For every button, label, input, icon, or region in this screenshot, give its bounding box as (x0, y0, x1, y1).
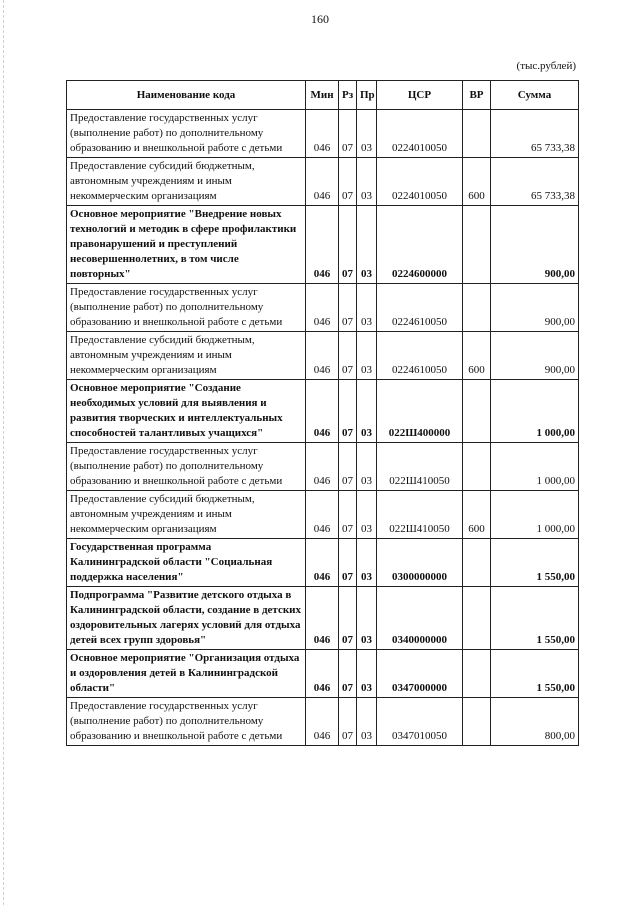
row-pr-cell: 03 (357, 380, 377, 443)
row-min-cell: 046 (306, 380, 339, 443)
row-name-cell: Основное мероприятие "Создание необходимых условий для выявления и развития творческих и интеллектуальных способностей талантливых учащихся" (67, 380, 306, 443)
row-csr-cell: 0340000000 (377, 587, 463, 650)
row-vr-cell (463, 380, 491, 443)
row-min-cell: 046 (306, 650, 339, 698)
row-min-cell: 046 (306, 587, 339, 650)
row-min-cell: 046 (306, 698, 339, 746)
header-rz: Рз (339, 81, 357, 110)
header-vr: ВР (463, 81, 491, 110)
header-min: Мин (306, 81, 339, 110)
header-csr: ЦСР (377, 81, 463, 110)
row-vr-cell: 600 (463, 332, 491, 380)
table-row (67, 206, 579, 284)
row-csr-cell: 022Ш400000 (377, 380, 463, 443)
row-csr-cell: 0224600000 (377, 206, 463, 284)
row-rz-cell: 07 (339, 110, 357, 158)
row-min-cell: 046 (306, 158, 339, 206)
row-name-cell: Основное мероприятие "Внедрение новых технологий и методик в сфере профилактики правонарушений и преступлений несовершеннолетних, в том числе повторных" (67, 206, 306, 284)
row-sum-cell: 1 550,00 (491, 539, 579, 587)
table-row (67, 158, 579, 206)
table-row (67, 110, 579, 158)
row-rz-cell: 07 (339, 539, 357, 587)
row-name-cell: Предоставление государственных услуг (выполнение работ) по дополнительному образованию и внешкольной работе с детьми (67, 284, 306, 332)
row-vr-cell: 600 (463, 491, 491, 539)
row-sum-cell: 1 550,00 (491, 587, 579, 650)
row-pr-cell: 03 (357, 491, 377, 539)
row-csr-cell: 0300000000 (377, 539, 463, 587)
scan-margin-line (3, 0, 5, 905)
row-vr-cell (463, 206, 491, 284)
row-rz-cell: 07 (339, 491, 357, 539)
row-name-cell: Основное мероприятие "Организация отдыха и оздоровления детей в Калининградской области" (67, 650, 306, 698)
row-pr-cell: 03 (357, 443, 377, 491)
row-min-cell: 046 (306, 491, 339, 539)
row-name-cell: Предоставление государственных услуг (выполнение работ) по дополнительному образованию и внешкольной работе с детьми (67, 110, 306, 158)
row-rz-cell: 07 (339, 650, 357, 698)
row-pr-cell: 03 (357, 206, 377, 284)
row-min-cell: 046 (306, 206, 339, 284)
budget-table (66, 80, 579, 746)
row-rz-cell: 07 (339, 206, 357, 284)
row-vr-cell (463, 587, 491, 650)
row-sum-cell: 1 000,00 (491, 491, 579, 539)
row-rz-cell: 07 (339, 443, 357, 491)
row-rz-cell: 07 (339, 158, 357, 206)
table-row (67, 491, 579, 539)
row-sum-cell: 1 550,00 (491, 650, 579, 698)
row-sum-cell: 1 000,00 (491, 443, 579, 491)
row-vr-cell (463, 110, 491, 158)
row-csr-cell: 0224010050 (377, 158, 463, 206)
row-name-cell: Предоставление государственных услуг (выполнение работ) по дополнительному образованию и внешкольной работе с детьми (67, 698, 306, 746)
table-row (67, 539, 579, 587)
row-min-cell: 046 (306, 443, 339, 491)
table-row (67, 650, 579, 698)
header-name: Наименование кода (67, 81, 306, 110)
row-name-cell: Подпрограмма "Развитие детского отдыха в Калининградской области, создание в детских оздоровительных лагерях условий для отдыха детей всех групп здоровья" (67, 587, 306, 650)
row-rz-cell: 07 (339, 587, 357, 650)
row-name-cell: Предоставление государственных услуг (выполнение работ) по дополнительному образованию и внешкольной работе с детьми (67, 443, 306, 491)
row-pr-cell: 03 (357, 332, 377, 380)
row-sum-cell: 900,00 (491, 206, 579, 284)
row-name-cell: Предоставление субсидий бюджетным, автономным учреждениям и иным некоммерческим организациям (67, 491, 306, 539)
row-name-cell: Предоставление субсидий бюджетным, автономным учреждениям и иным некоммерческим организациям (67, 158, 306, 206)
row-vr-cell (463, 443, 491, 491)
row-sum-cell: 65 733,38 (491, 110, 579, 158)
row-pr-cell: 03 (357, 587, 377, 650)
page-number: 160 (311, 12, 329, 26)
table-row (67, 332, 579, 380)
row-csr-cell: 022Ш410050 (377, 491, 463, 539)
row-csr-cell: 0347010050 (377, 698, 463, 746)
row-rz-cell: 07 (339, 698, 357, 746)
row-csr-cell: 0224610050 (377, 332, 463, 380)
row-pr-cell: 03 (357, 698, 377, 746)
table-row (67, 443, 579, 491)
row-sum-cell: 900,00 (491, 332, 579, 380)
row-pr-cell: 03 (357, 539, 377, 587)
row-pr-cell: 03 (357, 110, 377, 158)
row-pr-cell: 03 (357, 284, 377, 332)
table-row (67, 380, 579, 443)
row-min-cell: 046 (306, 539, 339, 587)
row-pr-cell: 03 (357, 650, 377, 698)
row-sum-cell: 800,00 (491, 698, 579, 746)
header-sum: Сумма (491, 81, 579, 110)
header-pr: Пр (357, 81, 377, 110)
row-pr-cell: 03 (357, 158, 377, 206)
row-csr-cell: 0224610050 (377, 284, 463, 332)
row-min-cell: 046 (306, 110, 339, 158)
row-vr-cell: 600 (463, 158, 491, 206)
table-row (67, 587, 579, 650)
row-vr-cell (463, 650, 491, 698)
row-sum-cell: 65 733,38 (491, 158, 579, 206)
row-sum-cell: 900,00 (491, 284, 579, 332)
row-csr-cell: 0224010050 (377, 110, 463, 158)
row-name-cell: Предоставление субсидий бюджетным, автономным учреждениям и иным некоммерческим организациям (67, 332, 306, 380)
table-row (67, 698, 579, 746)
row-vr-cell (463, 284, 491, 332)
row-name-cell: Государственная программа Калининградской области "Социальная поддержка населения" (67, 539, 306, 587)
row-vr-cell (463, 698, 491, 746)
row-rz-cell: 07 (339, 332, 357, 380)
row-csr-cell: 0347000000 (377, 650, 463, 698)
table-header-row (67, 81, 579, 110)
row-rz-cell: 07 (339, 284, 357, 332)
row-min-cell: 046 (306, 284, 339, 332)
table-body (67, 110, 579, 746)
row-csr-cell: 022Ш410050 (377, 443, 463, 491)
row-min-cell: 046 (306, 332, 339, 380)
row-sum-cell: 1 000,00 (491, 380, 579, 443)
units-label: (тыс.рублей) (516, 60, 576, 72)
table-row (67, 284, 579, 332)
row-rz-cell: 07 (339, 380, 357, 443)
row-vr-cell (463, 539, 491, 587)
